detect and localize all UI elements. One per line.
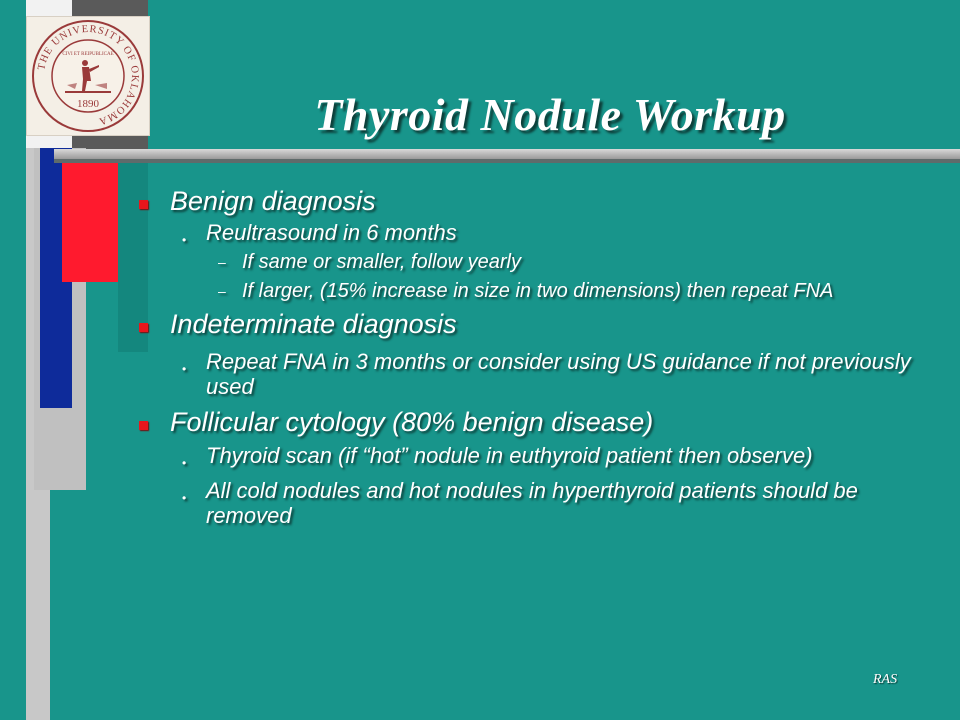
slide-content	[134, 186, 934, 534]
seal-motto: CIVI ET REIPUBLICAE	[62, 52, 114, 57]
sub-bullet-indeterminate	[134, 349, 934, 399]
dash-item-1	[134, 251, 934, 273]
benign-sub: Reultrasound in 6 months	[206, 220, 457, 245]
follicular-sub-1: Thyroid scan (if “hot” nodule in euthyroid patient then observe)	[206, 443, 813, 468]
slide-title: Thyroid Nodule Workup	[314, 89, 786, 140]
seal-emblem-icon	[27, 17, 149, 135]
sub-bullet-follicular-1	[134, 443, 934, 468]
square-bullet-icon	[139, 323, 148, 332]
seal-year: 1890	[77, 98, 99, 110]
dot-bullet-icon: •	[182, 456, 187, 470]
square-bullet-icon	[139, 421, 148, 430]
follicular-heading: Follicular cytology (80% benign disease)	[170, 407, 654, 437]
bullet-benign	[134, 186, 934, 216]
seal-ring-text: THE UNIVERSITY OF OKLAHOMA	[36, 23, 141, 127]
dot-bullet-icon: •	[182, 362, 187, 376]
benign-item-2: If larger, (15% increase in size in two dimensions) then repeat FNA	[242, 280, 834, 302]
dash-bullet-icon: –	[218, 283, 226, 299]
indeterminate-sub: Repeat FNA in 3 months or consider using US guidance if not previously used	[206, 349, 911, 399]
title-divider-shadow	[54, 159, 960, 163]
sub-bullet-benign	[134, 220, 934, 245]
dash-item-2	[134, 280, 934, 302]
footer-initials: RAS	[873, 672, 898, 687]
dot-bullet-icon: •	[182, 233, 187, 247]
deco-bar-red	[62, 162, 118, 282]
benign-item-1: If same or smaller, follow yearly	[242, 251, 521, 273]
benign-heading: Benign diagnosis	[170, 186, 376, 216]
university-seal	[26, 16, 150, 136]
sub-bullet-follicular-2	[134, 478, 934, 528]
dot-bullet-icon: •	[182, 491, 187, 505]
dash-bullet-icon: –	[218, 254, 226, 270]
bullet-indeterminate	[134, 309, 934, 339]
title-divider	[54, 149, 960, 159]
indeterminate-heading: Indeterminate diagnosis	[170, 309, 457, 339]
follicular-sub-2: All cold nodules and hot nodules in hyperthyroid patients should be removed	[206, 478, 858, 528]
square-bullet-icon	[139, 200, 148, 209]
bullet-follicular	[134, 407, 934, 437]
